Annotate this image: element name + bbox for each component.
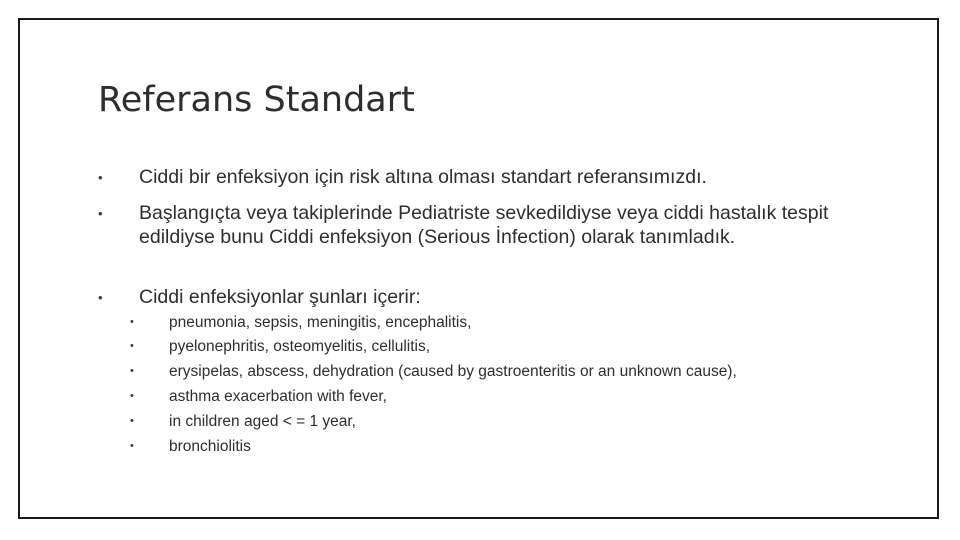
bullet-icon: •: [98, 206, 103, 221]
sub-bullet-item: [98, 409, 888, 434]
sub-bullet-icon: •: [130, 316, 134, 328]
bullet-text: Ciddi enfeksiyonlar şunları içerir:: [139, 286, 421, 308]
sub-bullet-icon: •: [130, 440, 134, 452]
sub-bullet-text: pneumonia, sepsis, meningitis, encephalitis,: [169, 314, 472, 331]
sub-bullet-icon: •: [130, 415, 134, 427]
bullet-icon: •: [98, 170, 103, 185]
sub-bullet-icon: •: [130, 340, 134, 352]
sub-bullet-icon: •: [130, 365, 134, 377]
bullet-text: Ciddi bir enfeksiyon için risk altına olması standart referansımızdı.: [139, 166, 707, 188]
sub-bullet-item: [98, 434, 888, 459]
sub-bullet-text: asthma exacerbation with fever,: [169, 388, 387, 405]
sub-bullet-item: [98, 334, 888, 359]
bullet-text: Başlangıçta veya takiplerinde Pediatriste sevkedildiyse veya ciddi hastalık tespit edildiyse bunu Ciddi enfeksiyon (Serious İnfection) olarak tanımladık.: [139, 202, 829, 248]
sub-bullet-icon: •: [130, 390, 134, 402]
slide-title: Referans Standart: [98, 80, 415, 120]
sub-bullet-text: erysipelas, abscess, dehydration (caused by gastroenteritis or an unknown cause),: [169, 363, 737, 380]
sub-bullet-item: [98, 310, 888, 335]
sub-bullet-item: [98, 384, 888, 409]
sub-bullet-item: [98, 359, 888, 384]
sub-bullet-text: in children aged < = 1 year,: [169, 413, 356, 430]
sub-bullet-text: bronchiolitis: [169, 438, 251, 455]
bullet-icon: •: [98, 290, 103, 305]
sub-bullet-text: pyelonephritis, osteomyelitis, cellulitis,: [169, 338, 431, 355]
